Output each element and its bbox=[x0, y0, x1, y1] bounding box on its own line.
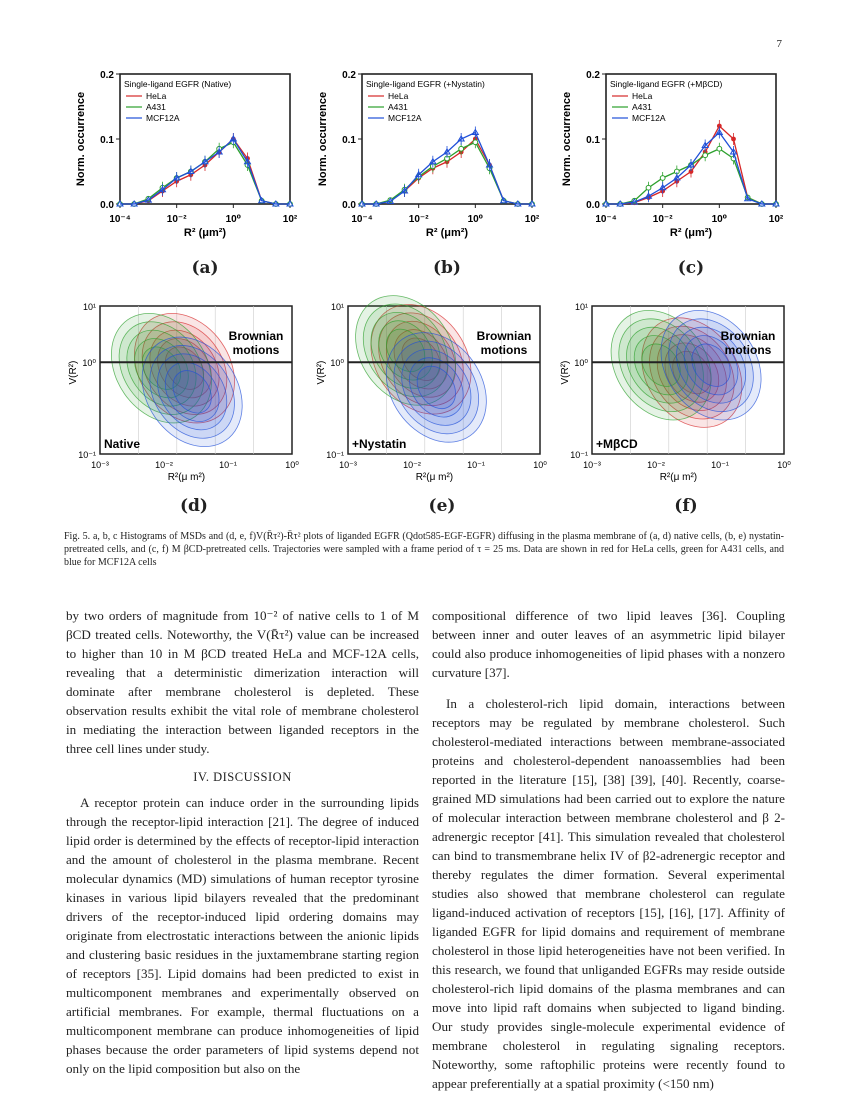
x-axis-label: R²(μ m²) bbox=[415, 472, 454, 483]
contour-chart-f bbox=[556, 296, 791, 496]
contour-panel-e bbox=[312, 296, 547, 501]
left-column bbox=[66, 606, 419, 1078]
histogram-panel-b bbox=[312, 62, 542, 267]
histogram-chart-b bbox=[312, 62, 542, 262]
histogram-panel-a bbox=[70, 62, 300, 267]
annotation-brownian: Brownian bbox=[720, 329, 776, 343]
y-tick-label: 10¹ bbox=[330, 302, 344, 312]
contour-panel-f bbox=[556, 296, 791, 501]
legend-title: Single-ligand EGFR (Native) bbox=[124, 79, 232, 89]
y-tick-label: 0.1 bbox=[100, 135, 114, 146]
x-tick-label: 10⁻⁴ bbox=[351, 214, 373, 225]
legend-entry-mcf12a: MCF12A bbox=[388, 113, 422, 123]
y-tick-label: 0.1 bbox=[586, 135, 600, 146]
data-point-a431 bbox=[703, 153, 708, 158]
contour-chart-d bbox=[64, 296, 299, 496]
y-axis-label: Norm. occurrence bbox=[317, 91, 329, 187]
x-tick-label: 10⁰ bbox=[777, 460, 791, 470]
legend-entry-a431: A431 bbox=[632, 102, 652, 112]
y-tick-label: 0.2 bbox=[342, 70, 356, 81]
x-tick-label: 10⁰ bbox=[711, 214, 728, 225]
caption-text: a, b, c Histograms of MSDs and (d, e, f)V(R̄τ²)-R̄τ² plots of liganded EGFR (Qdot585-EGF-EGFR) diffusing in the plasma membrane of (a, d) native cells, (b, e) nystatin-pretreated cells, and (c, f) M βCD-pretreated cells. Trajectories were sampled with a frame period of τ = 25 ms. Data are shown in red for HeLa cells, green for A431 cells, and blue for MCF12A cells bbox=[64, 531, 784, 568]
annotation-brownian: Brownian bbox=[228, 329, 284, 343]
legend-entry-a431: A431 bbox=[388, 102, 408, 112]
panel-label-a: (a) bbox=[191, 258, 219, 278]
x-tick-label: 10⁻² bbox=[652, 214, 673, 225]
histogram-panel-c bbox=[556, 62, 786, 267]
data-point-a431 bbox=[459, 146, 464, 151]
y-tick-label: 0.2 bbox=[100, 70, 114, 81]
series-line-hela bbox=[120, 139, 290, 204]
x-axis-label: R² (μm²) bbox=[183, 227, 227, 239]
right-paragraph-2: In a cholesterol-rich lipid domain, interactions between receptors may be regulated by membrane cholesterol. Such cholesterol-mediated interactions between membrane-associated proteins and cholesterol-dependent nanoassemblies had been reported in the literature [15], [38] [39], [40]. Recently, coarse-grained MD simulations had been carried out to explore the nature of molecular interaction between membrane cholesterol and β 2-adrenergic receptor [41]. This simulation revealed that cholesterol can bind to transmembrane helix IV of β2-adrenergic receptor and thereby regulates the dimer formation. Several experimental studies also showed that membrane cholesterol can regulate ligand-induced activation of receptors [15], [16], [17]. Affinity of liganded EGFR for lipid domains and requirement of membrane cholesterol in those lipid heterogeneities have not been verified. In this research, we found that unliganded EGFRs may reside outside cholesterol-rich lipid domains of the plasma membranes and can move into lipid raft domains when subjected to ligand binding. Our study provides single-molecule experimental evidence of membrane cholesterol in regulating signaling receptors. Noteworthy, some raftophilic proteins were recently found to appear preferentially at a spatial proximity (<150 nm) bbox=[432, 696, 785, 1091]
panel-label-c: (c) bbox=[677, 258, 705, 278]
x-axis-label: R² (μm²) bbox=[669, 227, 713, 239]
y-axis-label: V(R²) bbox=[68, 360, 79, 385]
y-axis-label: V(R²) bbox=[316, 360, 327, 385]
figure-caption bbox=[64, 530, 784, 569]
section-heading: IV. DISCUSSION bbox=[193, 770, 292, 784]
right-paragraph-1: compositional difference of two lipid leaves [36]. Coupling between inner and outer leaves of an asymmetric lipid bilayer could also produce inhomogeneities of lipid phases with a nonzero curvature [37]. bbox=[432, 608, 785, 680]
x-tick-label: 10⁰ bbox=[285, 460, 299, 470]
left-paragraph-1: by two orders of magnitude from 10⁻² of native cells to 1 of M βCD treated cells. Noteworthy, the V(R̄τ²) value can be increased to higher than 10 in M βCD treated HeLa and MCF-12A cells, revealing that a deterministic dimerization interaction will dominate after membrane cholesterol is depleted. These observation results exhibit the vital role of membrane cholesterol in mediating the interaction between liganded receptors in the three cell lines under study. bbox=[66, 608, 419, 756]
y-tick-label: 0.2 bbox=[586, 70, 600, 81]
y-tick-label: 10¹ bbox=[574, 302, 588, 312]
x-tick-label: 10² bbox=[282, 214, 298, 225]
x-tick-label: 10⁻² bbox=[155, 460, 173, 470]
y-tick-label: 10⁻¹ bbox=[78, 450, 96, 460]
condition-label: Native bbox=[104, 437, 141, 451]
histogram-chart-a bbox=[70, 62, 300, 262]
y-tick-label: 0.0 bbox=[100, 200, 114, 211]
x-tick-label: 10⁰ bbox=[467, 214, 484, 225]
y-tick-label: 0.1 bbox=[342, 135, 356, 146]
y-tick-label: 10⁻¹ bbox=[326, 450, 344, 460]
x-tick-label: 10⁻¹ bbox=[711, 460, 729, 470]
data-point-hela bbox=[731, 137, 736, 142]
panel-label-b: (b) bbox=[433, 258, 461, 278]
annotation-motions: motions bbox=[480, 343, 528, 357]
x-tick-label: 10² bbox=[768, 214, 784, 225]
x-tick-label: 10⁻³ bbox=[583, 460, 601, 470]
annotation-motions: motions bbox=[724, 343, 772, 357]
x-tick-label: 10⁻¹ bbox=[219, 460, 237, 470]
contour-panel-d bbox=[64, 296, 299, 501]
legend-title: Single-ligand EGFR (+Nystatin) bbox=[366, 79, 485, 89]
x-tick-label: 10⁻² bbox=[647, 460, 665, 470]
data-point-a431 bbox=[660, 176, 665, 181]
legend-entry-mcf12a: MCF12A bbox=[632, 113, 666, 123]
x-tick-label: 10⁰ bbox=[533, 460, 547, 470]
series-line-mcf12a bbox=[120, 139, 290, 204]
x-tick-label: 10⁻³ bbox=[339, 460, 357, 470]
panel-label-d: (d) bbox=[180, 496, 208, 516]
caption-fig-label: Fig. 5. bbox=[64, 531, 91, 542]
y-axis-label: Norm. occurrence bbox=[75, 91, 87, 187]
condition-label: +MβCD bbox=[596, 437, 638, 451]
right-column bbox=[432, 606, 785, 1093]
histogram-chart-c bbox=[556, 62, 786, 262]
y-tick-label: 0.0 bbox=[342, 200, 356, 211]
series-line-mcf12a bbox=[362, 133, 532, 205]
contour-chart-e bbox=[312, 296, 547, 496]
x-tick-label: 10⁻⁴ bbox=[109, 214, 131, 225]
x-tick-label: 10⁻³ bbox=[91, 460, 109, 470]
y-tick-label: 10⁰ bbox=[330, 358, 344, 369]
series-line-a431 bbox=[120, 142, 290, 204]
data-point-a431 bbox=[473, 140, 478, 145]
annotation-motions: motions bbox=[232, 343, 280, 357]
x-axis-label: R²(μ m²) bbox=[167, 472, 206, 483]
legend-entry-hela: HeLa bbox=[632, 91, 653, 101]
x-tick-label: 10⁻² bbox=[403, 460, 421, 470]
page-number: 7 bbox=[776, 38, 782, 50]
legend-entry-hela: HeLa bbox=[388, 91, 409, 101]
condition-label: +Nystatin bbox=[352, 437, 407, 451]
x-tick-label: 10² bbox=[524, 214, 540, 225]
x-axis-label: R² (μm²) bbox=[425, 227, 469, 239]
x-tick-label: 10⁰ bbox=[225, 214, 242, 225]
x-tick-label: 10⁻⁴ bbox=[595, 214, 617, 225]
legend-entry-mcf12a: MCF12A bbox=[146, 113, 180, 123]
panel-label-f: (f) bbox=[674, 496, 698, 516]
data-point-a431 bbox=[717, 146, 722, 151]
left-paragraph-2: A receptor protein can induce order in the surrounding lipids through the receptor-lipid interaction [21]. The degree of induced lipid order is determined by the effects of receptor-lipid interaction and the amount of cholesterol in the plasma membrane. Recent molecular dynamics (MD) simulations of human receptor tyrosine kinases in various lipid bilayers revealed that the predominant drivers of the receptor-induced lipid ordering domains may originate from electrostatic interactions between the anionic lipids and clustering basic residues in the juxtamembrane starting region of receptors [35]. Lipid domains had been predicted to exist in multicomponent membranes and experimentally observed on artificial membranes. For example, thermal fluctuations on a multicomponent membrane can produce inhomogeneities of lipid phases because the order parameters of lipid systems depend not only on the lipid composition but also on the bbox=[66, 795, 419, 1076]
y-tick-label: 10⁰ bbox=[82, 358, 96, 369]
panel-label-e: (e) bbox=[428, 496, 456, 516]
y-tick-label: 10⁰ bbox=[574, 358, 588, 369]
x-tick-label: 10⁻¹ bbox=[467, 460, 485, 470]
y-tick-label: 10¹ bbox=[82, 302, 96, 312]
y-axis-label: Norm. occurrence bbox=[561, 91, 573, 187]
y-tick-label: 10⁻¹ bbox=[570, 450, 588, 460]
annotation-brownian: Brownian bbox=[476, 329, 532, 343]
legend-entry-hela: HeLa bbox=[146, 91, 167, 101]
x-tick-label: 10⁻² bbox=[408, 214, 429, 225]
legend-title: Single-ligand EGFR (+MβCD) bbox=[610, 79, 723, 89]
y-axis-label: V(R²) bbox=[560, 360, 571, 385]
data-point-a431 bbox=[646, 185, 651, 190]
x-tick-label: 10⁻² bbox=[166, 214, 187, 225]
y-tick-label: 0.0 bbox=[586, 200, 600, 211]
x-axis-label: R²(μ m²) bbox=[659, 472, 698, 483]
legend-entry-a431: A431 bbox=[146, 102, 166, 112]
